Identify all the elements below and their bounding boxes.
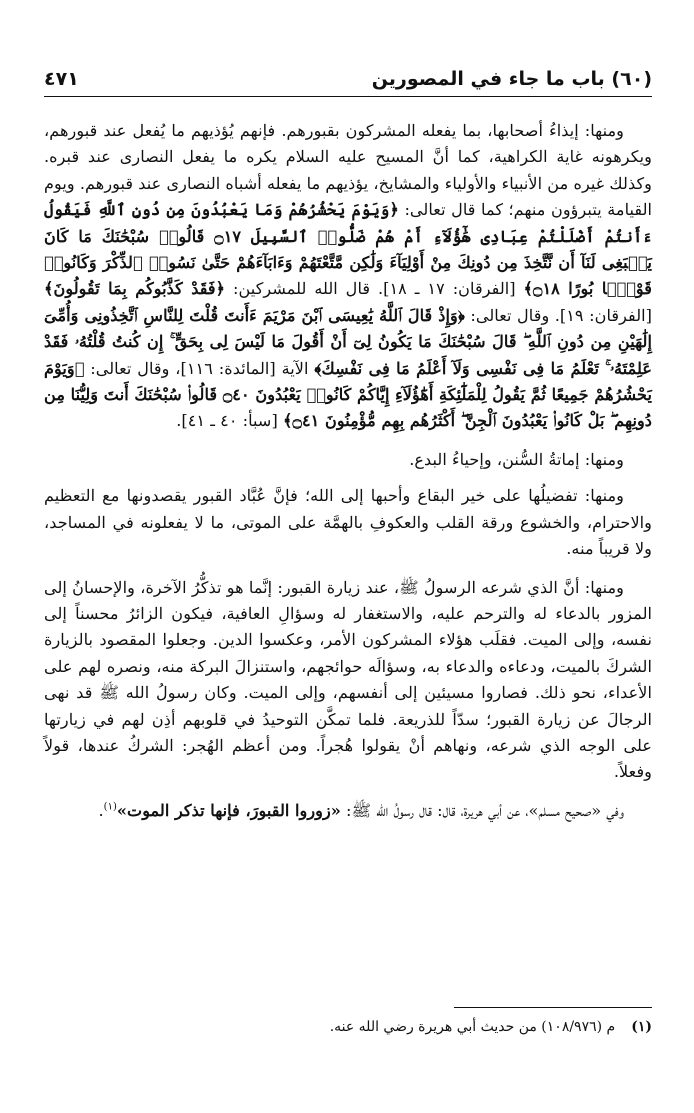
paragraph-text: وفي «صحيح مسلم»، عن أبي هريرة، قال: قال رسولُ الله ﷺ:: [340, 800, 624, 820]
paragraph-harm-to-occupants: [44, 118, 652, 435]
running-title: (٦٠) باب ما جاء في المصورين: [371, 68, 652, 90]
verse-reference: [الفرقان: ١٧ ـ ١٨].: [370, 279, 524, 299]
paragraph-text: ومنها: إيذاءُ أصحابها، بما يفعله المشركون بقبورهم. فإنهم يُؤذيهم ما يُفعل عند قبورهم، ويكرهونه غاية الكراهية، كما أنَّ المسيح عليه السلام يكره ما يفعل النصارى عند قبره. وكذلك غيره من الأنبياء والأولياء والمشايخ، يؤذيهم ما يفعله أشباه النصارى عند قبورهم. ويوم القيامة يتبرؤون منهم؛ كما قال تعالى:: [44, 121, 652, 220]
paragraph-end: .: [98, 800, 104, 820]
footnote-number: (١): [631, 1019, 652, 1035]
verse-reference: [الفرقان: ١٩]. وقال تعالى:: [464, 305, 652, 325]
verse-reference: [سبأ: ٤٠ ـ ٤١].: [176, 411, 283, 431]
footnotes: [44, 1016, 652, 1038]
body-text: [44, 118, 652, 836]
footnote-divider: [454, 1007, 652, 1008]
quran-quote: ﴿فَقَدْ كَذَّبُوكُم بِمَا تَقُولُونَ﴾: [44, 279, 226, 299]
quran-quote: ﴿وَيَوْمَ يَحْشُرُهُمْ جَمِيعًا ثُمَّ يَقُولُ لِلْمَلَٰٓئِكَةِ أَهَٰٓؤُلَآءِ إِيَّاكُمْ كَانُوا۟ يَعْبُدُونَ ۝٤٠ قَالُوا۟ سُبْحَٰنَكَ أَنتَ وَلِيُّنَا مِن دُونِهِم ۖ بَلْ كَانُوا۟ يَعْبُدُونَ ٱلْجِنَّ ۖ أَكْثَرُهُم بِهِم مُّؤْمِنُونَ ۝٤١﴾: [44, 358, 652, 431]
quran-quote: ﴿وَيَوْمَ يَحْشُرُهُمْ وَمَا يَعْبُدُونَ مِن دُونِ ٱللَّهِ فَيَقُولُ ءَأَنتُمْ أَضْلَلْتُمْ عِبَادِى هَٰٓؤُلَآءِ أَمْ هُمْ ضَلُّوا۟ ٱلسَّبِيلَ ۝١٧ قَالُوا۟ سُبْحَٰنَكَ مَا كَانَ يَنۢبَغِى لَنَآ أَن نَّتَّخِذَ مِن دُونِكَ مِنْ أَوْلِيَآءَ وَلَٰكِن مَّتَّعْتَهُمْ وَءَابَآءَهُمْ حَتَّىٰ نَسُوا۟ ٱلذِّكْرَ وَكَانُوا۟ قَوْمًۢا بُورًا ۝١٨﴾: [44, 200, 652, 299]
quran-quote: ﴿وَإِذْ قَالَ ٱللَّهُ يَٰعِيسَى ٱبْنَ مَرْيَمَ ءَأَنتَ قُلْتَ لِلنَّاسِ ٱتَّخِذُونِى وَأُمِّىَ إِلَٰهَيْنِ مِن دُونِ ٱللَّهِ ۖ قَالَ سُبْحَٰنَكَ مَا يَكُونُ لِىٓ أَنْ أَقُولَ مَا لَيْسَ لِى بِحَقٍّ ۚ إِن كُنتُ قُلْتُهُۥ فَقَدْ عَلِمْتَهُۥ ۚ تَعْلَمُ مَا فِى نَفْسِى وَلَآ أَعْلَمُ مَا فِى نَفْسِكَ﴾: [44, 305, 652, 378]
page-number: ٤٧١: [44, 68, 79, 90]
hadith-quote: «زوروا القبورَ، فإنها تذكر الموت»: [116, 800, 341, 820]
verse-reference: الآية [المائدة: ١١٦]، وقال تعالى:: [84, 358, 315, 378]
footnote-marker: (١): [103, 801, 117, 813]
paragraph-visitation: ومنها: أنَّ الذي شرعه الرسولُ ﷺ، عند زيارة القبور: إنَّما هو تذكُّرُ الآخرة، والإحسانُ إلى المزور بالدعاء له والترحم عليه، والاستغفار له وسؤالِ العافية، فيكون الزائرُ محسناً إلى نفسه، وإلى الميت. فقلَب هؤلاء المشركون الأمر، وعكسوا الدين. وجعلوا المقصود بالزيارة الشركَ بالميت، ودعاءه والدعاء به، وسؤالَه حوائجهم، واستنزالَ البركة منه، ونصره لهم على الأعداء، نحو ذلك. فصاروا مسيئين إلى أنفسهم، وإلى الميت. وكان رسولُ الله ﷺ قد نهى الرجالَ عن زيارة القبور؛ سدّاً للذريعة. فلما تمكَّن التوحيدُ في قلوبهم أذِن لهم في زيارتها على الوجه الذي شرعه، ونهاهم أنْ يقولوا هُجراً. ومن أعظم الهُجر: الشركُ عندها، قولاً وفعلاً.: [44, 577, 652, 782]
footnote-text: م (١٠٨/٩٧٦) من حديث أبي هريرة رضي الله عنه.: [329, 1019, 616, 1035]
paragraph-text: قال الله للمشركين:: [225, 279, 371, 299]
paragraph-preference: ومنها: تفضيلُها على خير البقاع وأحبها إلى الله؛ فإنَّ عُبَّاد القبور يقصدونها مع التعظيم والاحترام، والخشوع ورقة القلب والعكوفِ بالهمَّة على الموتى، ما لا يفعلونه في المساجد، ولا قريباً منه.: [44, 486, 652, 559]
page-header: [44, 62, 652, 97]
paragraph-sunnah: ومنها: إماتةُ السُّنن، وإحياءُ البدع.: [409, 449, 624, 469]
paragraph-hadith: [44, 798, 652, 824]
footnote-item: [44, 1016, 652, 1038]
